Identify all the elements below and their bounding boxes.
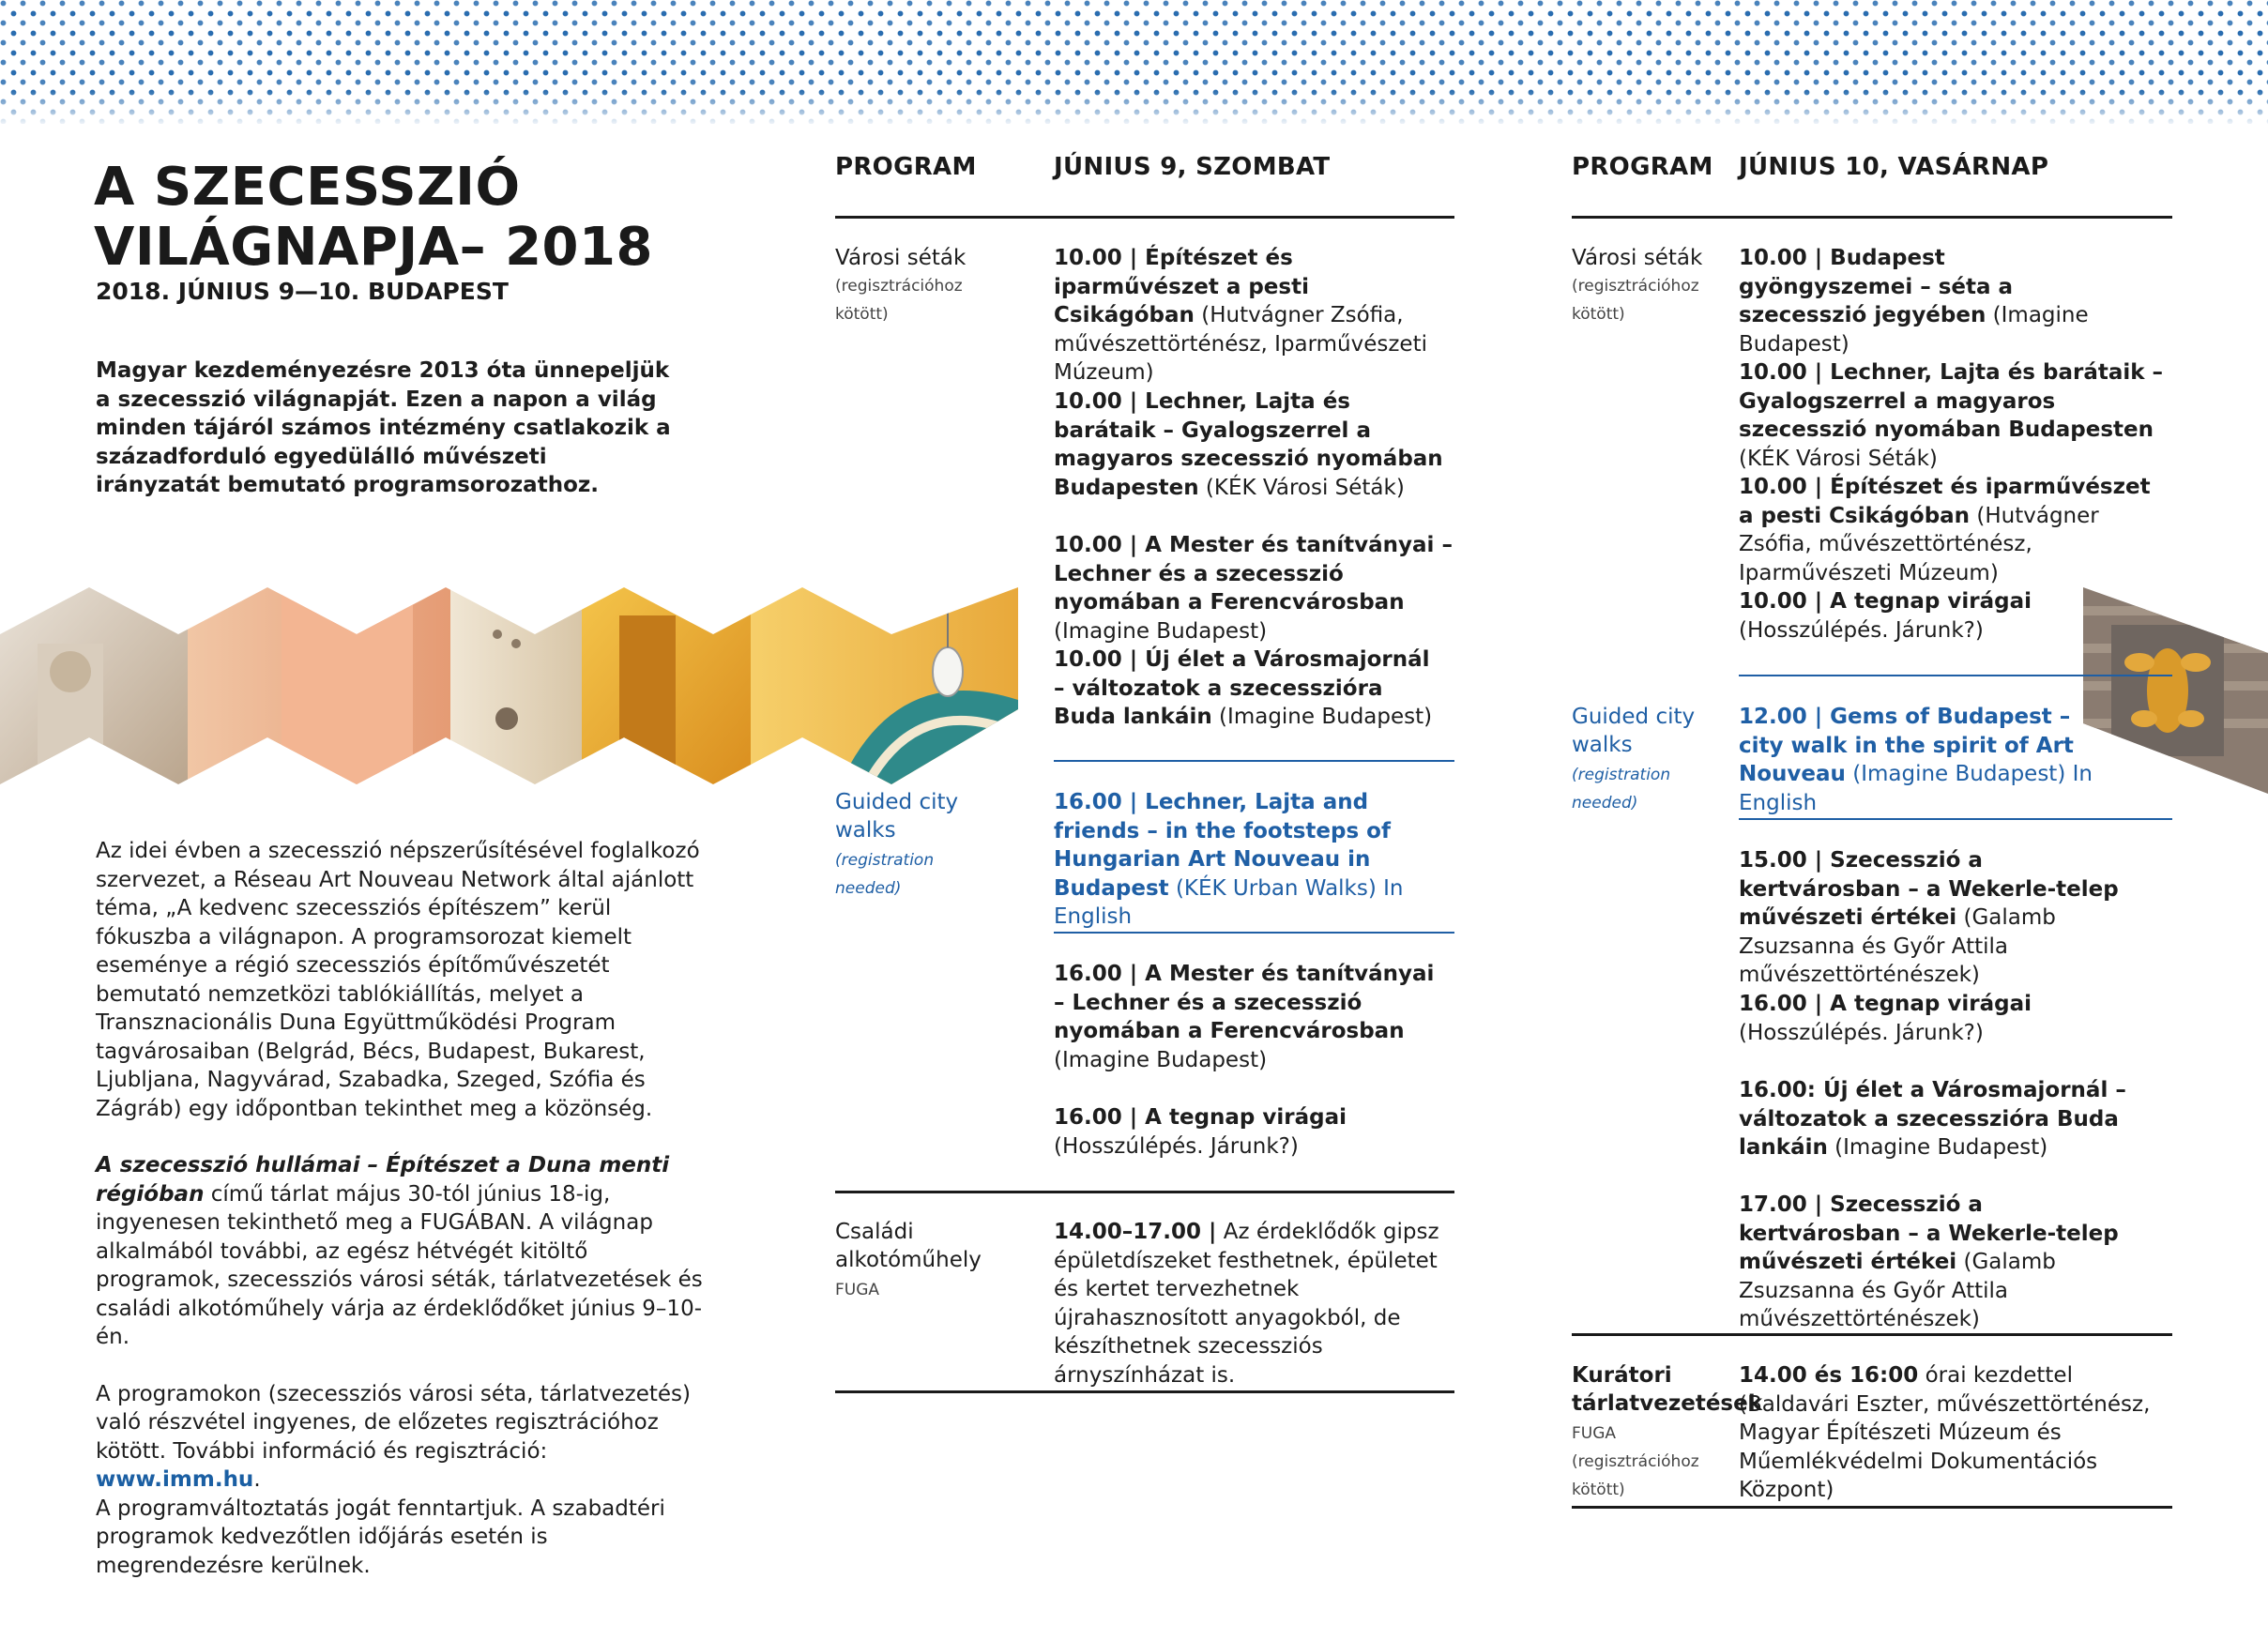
body-paragraph-2-rest: című tárlat május 30-tól június 18-ig, ingyenesen tekinthető meg a FUGÁBAN. A világnap alkalmából további, az egész hétvégét kitöltő programok, szecessziós városi séták, tárlatvezetések és családi alkotóműhely várja az érdeklődőket június 9–10-én. (96, 1181, 703, 1349)
day1-event-3: 10.00 | A Mester és tanítványai – Lechner és a szecesszió nyomában a Ferencvárosban (Imagine Budapest) (1054, 533, 1453, 644)
body-text (96, 837, 706, 1608)
page-subtitle: 2018. JÚNIUS 9—10. BUDAPEST (96, 278, 509, 305)
day2-guided-rule-bottom (1739, 818, 2172, 820)
day2-event-5: 15.00 | Szecesszió a kertvárosban – a Wekerle-telep művészeti értékei (Galamb Zsuzsanna és Győr Attila művészettörténészek) (1739, 848, 2119, 987)
day1-family-note: FUGA (835, 1281, 880, 1299)
day2-event-2: 10.00 | Lechner, Lajta és barátaik – Gyalogszerrel a magyaros szecesszió nyomában Budapesten (KÉK Városi Séták) (1739, 360, 2164, 471)
day1-event-6: 16.00 | A tegnap virágai (Hosszúlépés. Járunk?) (1054, 1105, 1347, 1159)
day2-curator-event: 14.00 és 16:00 órai kezdettel (Baldavári Eszter, művészettörténész, Magyar Építészeti Múzeum és Műemlékvédelmi Dokumentációs Központ) (1739, 1363, 2151, 1502)
day1-event-5: 16.00 | A Mester és tanítványai – Lechner és a szecesszió nyomában a Ferencvárosban (Imagine Budapest) (1054, 962, 1435, 1072)
day1-guided-rule-top (1054, 760, 1454, 762)
day2-city-walks-label: Városi séták (1572, 246, 1703, 270)
day1-family-event: 14.00–17.00 | Az érdeklődők gipsz épületdíszeket festhetnek, épületet és kertet tervezhetnek újrahasznosított anyagokból, de készíthetnek szecessziós árnyszínházat is. (1054, 1220, 1439, 1388)
day1-event-2: 10.00 | Lechner, Lajta és barátaik – Gyalogszerrel a magyaros szecesszió nyomában Budapesten (KÉK Városi Séták) (1054, 389, 1443, 500)
day2-city-walks-note: (regisztrációhoz kötött) (1572, 277, 1699, 324)
day1-date-header: JÚNIUS 9, SZOMBAT (1054, 153, 1331, 181)
exhibition-title: A szecesszió hullámai – Építészet a Duna menti régióban (96, 1153, 670, 1207)
day1-family-label: Családi alkotóműhely (835, 1220, 982, 1272)
day2-guided-event: 12.00 | Gems of Budapest – city walk in the spirit of Art Nouveau (Imagine Budapest) In English (1739, 705, 2093, 815)
day1-guided-note: (registration needed) (835, 851, 935, 898)
day1-event-1: 10.00 | Építészet és iparművészet a pesti Csikágóban (Hutvágner Zsófia, művészettörténész, Iparművészeti Múzeum) (1054, 246, 1427, 385)
day1-guided-event: 16.00 | Lechner, Lajta and friends – in the footsteps of Hungarian Art Nouveau in Budapest (KÉK Urban Walks) In English (1054, 790, 1404, 929)
day1-guided-rule-bottom (1054, 932, 1454, 934)
day2-event-4: 10.00 | A tegnap virágai (Hosszúlépés. Járunk?) (1739, 589, 2032, 643)
day1-header-rule (835, 216, 1454, 219)
intro-paragraph: Magyar kezdeményezésre 2013 óta ünnepeljük a szecesszió világnapját. Ezen a napon a világ minden tájáról számos intézmény csatlakozik a századforduló egyedülálló művészeti irányzatát bemutató programsorozathoz. (96, 358, 671, 497)
day2-bottom-rule (1572, 1506, 2172, 1509)
day2-event-8: 17.00 | Szecesszió a kertvárosban – a Wekerle-telep művészeti értékei (Galamb Zsuzsanna és Győr Attila művészettörténészek) (1739, 1192, 2119, 1331)
body-paragraph-4: A programváltoztatás jogát fenntartjuk. A szabadtéri programok kedvezőtlen időjárás esetén is megrendezésre kerülnek. (96, 1496, 665, 1578)
registration-link[interactable]: www.imm.hu (96, 1467, 254, 1492)
day2-guided-rule-top (1739, 675, 2172, 676)
day2-event-6: 16.00 | A tegnap virágai (Hosszúlépés. Járunk?) (1739, 992, 2032, 1045)
day1-bottom-rule (835, 1390, 1454, 1393)
body-paragraph-3-end: . (253, 1467, 261, 1492)
day2-header-rule (1572, 216, 2172, 219)
day1-family-rule-top (835, 1191, 1454, 1193)
day2-curator-rule-top (1572, 1333, 2172, 1336)
body-paragraph-3-text: A programokon (szecessziós városi séta, tárlatvezetés) való részvétel ingyenes, de előzetes regisztrációhoz kötött. További információ és regisztráció: (96, 1381, 691, 1464)
day1-program-header: PROGRAM (835, 153, 977, 181)
day2-event-1: 10.00 | Budapest gyöngyszemei – séta a szecesszió jegyében (Imagine Budapest) (1739, 246, 2089, 357)
body-paragraph-2 (96, 1151, 706, 1352)
day2-date-header: JÚNIUS 10, VASÁRNAP (1739, 153, 2049, 181)
day2-curator-note: FUGA (regisztrációhoz kötött) (1572, 1424, 1699, 1499)
page-title (94, 158, 653, 278)
art-nouveau-photo-strip (0, 587, 1023, 794)
day2-guided-note: (registration needed) (1572, 766, 1671, 812)
body-paragraph-3 (96, 1380, 706, 1495)
day2-curator-label: Kurátori tárlatvezetések (1572, 1363, 1763, 1416)
day1-city-walks-note: (regisztrációhoz kötött) (835, 277, 963, 324)
title-line-1: A SZECESSZIÓ (94, 157, 521, 218)
body-paragraph-1: Az idei évben a szecesszió népszerűsítésével foglalkozó szervezet, a Réseau Art Nouveau Network által ajánlott téma, „A kedvenc szecessziós építészem” kerül fókuszba a világnapon. A programsorozat kiemelt eseménye a régió szecessziós építőművészetét bemutató nemzetközi tablókiállítás, melyet a Transznacionális Duna Együttműködési Program tagvárosaiban (Belgrád, Bécs, Budapest, Bukarest, Ljubljana, Nagyvárad, Szabadka, Szeged, Szófia és Zágráb) egy időpontban tekinthet meg a közönség. (96, 839, 700, 1121)
day1-event-4: 10.00 | Új élet a Városmajornál – változatok a szecesszióra Buda lankáin (Imagine Budapest) (1054, 647, 1433, 729)
day2-guided-label: Guided city walks (1572, 705, 1696, 757)
day2-program-header: PROGRAM (1572, 153, 1713, 181)
day2-event-7: 16.00: Új élet a Városmajornál – változatok a szecesszióra Buda lankáin (Imagine Budapest) (1739, 1078, 2126, 1160)
dotted-pattern-fade (0, 90, 2268, 128)
day2-event-3: 10.00 | Építészet és iparművészet a pesti Csikágóban (Hutvágner Zsófia, művészettörténész, Iparművészeti Múzeum) (1739, 475, 2151, 585)
day1-guided-label: Guided city walks (835, 790, 959, 843)
title-line-2: VILÁGNAPJA– 2018 (94, 217, 653, 278)
day1-city-walks-label: Városi séták (835, 246, 967, 270)
